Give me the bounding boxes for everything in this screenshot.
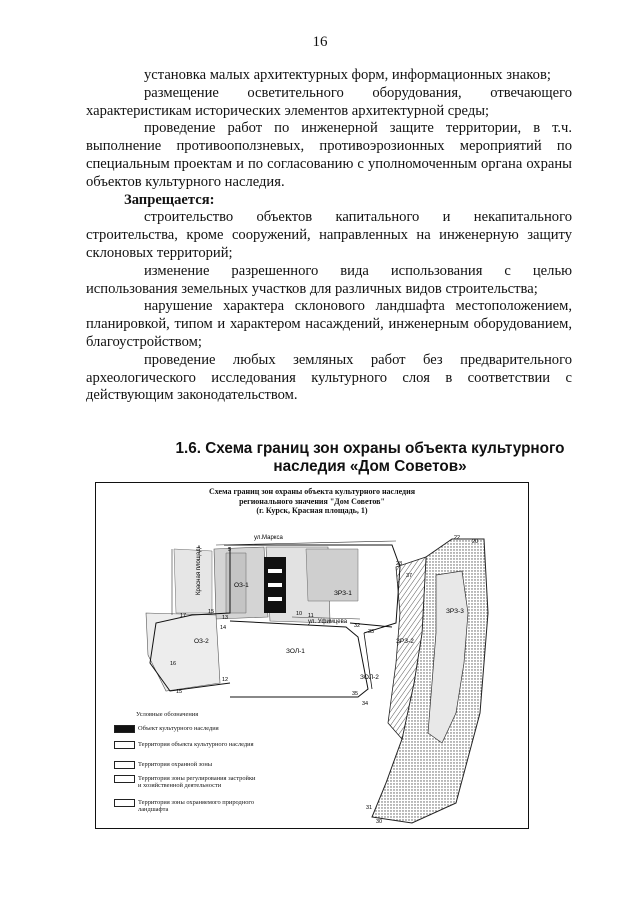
legend-label: Территория зоны охраняемого природного ландшафта xyxy=(138,799,255,813)
point-label: 34 xyxy=(362,701,369,707)
paragraph: размещение осветительного оборудования, отвечающего характеристикам исторических элементов архитектурной среды; xyxy=(86,84,572,119)
slope-zone-zol xyxy=(372,539,488,823)
paragraph: проведение работ по инженерной защите территории, в т.ч. выполнение противооползневых, противоэрозионных мероприятий по специальным проектам и по согласованию с уполномоченным органа охраны объектов культурного наследия. xyxy=(86,120,572,190)
street-nizhnyaya-label: ул. Уфимцева xyxy=(308,619,348,625)
point-label: 15 xyxy=(208,609,215,615)
paragraph: нарушение характера склонового ландшафта местоположением, планировкой, типом и характером насаждений, инженерным оборудованием, благоустройством; xyxy=(86,298,572,350)
point-label: 28 xyxy=(396,561,403,567)
point-label: 13 xyxy=(222,615,229,621)
paragraph: изменение разрешенного вида использования с целью использования земельных участков для различных видов строительства; xyxy=(86,262,572,297)
zone-map-figure xyxy=(95,482,529,829)
paragraph: проведение любых земляных работ без предварительного археологического исследования культурного слоя в соответствии с действующим законодательством. xyxy=(86,351,572,404)
paragraph: строительство объектов капитального и некапитального строительства, кроме сооружений, направленных на инженерную защиту склоновых территорий; xyxy=(86,209,572,261)
map-title-line: Схема границ зон охраны объекта культурного наследия xyxy=(208,487,416,496)
zone-label-zrz3: ЗРЗ-3 xyxy=(446,608,464,615)
point-label: 32 xyxy=(354,623,361,629)
legend-swatch xyxy=(114,775,135,783)
point-label: 10 xyxy=(296,611,303,617)
legend-label: Объект культурного наследия xyxy=(138,725,219,732)
point-label: 14 xyxy=(220,625,227,631)
legend-swatch xyxy=(114,799,135,807)
point-label: 37 xyxy=(406,573,413,579)
point-label: 11 xyxy=(308,613,314,619)
legend-label: Территория охранной зоны xyxy=(138,761,213,768)
zone-label-zol1: ЗОЛ-1 xyxy=(286,648,305,655)
zone-boundary-zol1 xyxy=(230,621,368,697)
map-title-line: (г. Курск, Красная площадь, 1) xyxy=(256,506,368,515)
legend-swatch xyxy=(114,761,135,769)
paragraph: установка малых архитектурных форм, информационных знаков; xyxy=(144,67,551,83)
point-label: 5 xyxy=(228,547,232,553)
page-number: 16 xyxy=(312,34,328,50)
legend-label: Территория зоны регулирования застройки и хозяйственной деятельности xyxy=(138,775,256,789)
legend-swatch xyxy=(114,741,135,749)
point-label: 31 xyxy=(366,805,373,811)
street-marx-label: ул.Маркса xyxy=(254,535,283,541)
point-label: 33 xyxy=(368,629,375,635)
point-label: 15 xyxy=(176,689,183,695)
point-label: 35 xyxy=(352,691,359,697)
map-title-line: регионального значения "Дом Советов" xyxy=(239,496,385,506)
heading-prohibited: Запрещается: xyxy=(124,191,215,208)
point-label: 22 xyxy=(454,535,461,541)
zone-label-zol2: ЗОЛ-2 xyxy=(360,674,379,681)
section-title: 1.6. Схема границ зон охраны объекта культурного наследия «Дом Советов» xyxy=(175,440,565,475)
street-krasnaya-label: Красная площадь xyxy=(196,545,202,595)
zone-label-zrz1: ЗРЗ-1 xyxy=(334,590,352,597)
point-label: 30 xyxy=(376,819,383,825)
point-label: 17 xyxy=(180,613,187,619)
body-text xyxy=(86,67,572,405)
legend-title: Условные обозначения xyxy=(136,711,199,718)
zone-label-oz2: ОЗ-2 xyxy=(194,638,209,645)
point-label: 12 xyxy=(222,677,229,683)
point-label: 16 xyxy=(170,661,177,667)
zone-label-oz1: ОЗ-1 xyxy=(234,582,249,589)
zone-label-zrz2: ЗРЗ-2 xyxy=(396,638,414,645)
legend-swatch xyxy=(114,725,135,733)
point-label: 20 xyxy=(472,539,479,545)
legend-label: Территория объекта культурного наследия xyxy=(138,741,254,748)
